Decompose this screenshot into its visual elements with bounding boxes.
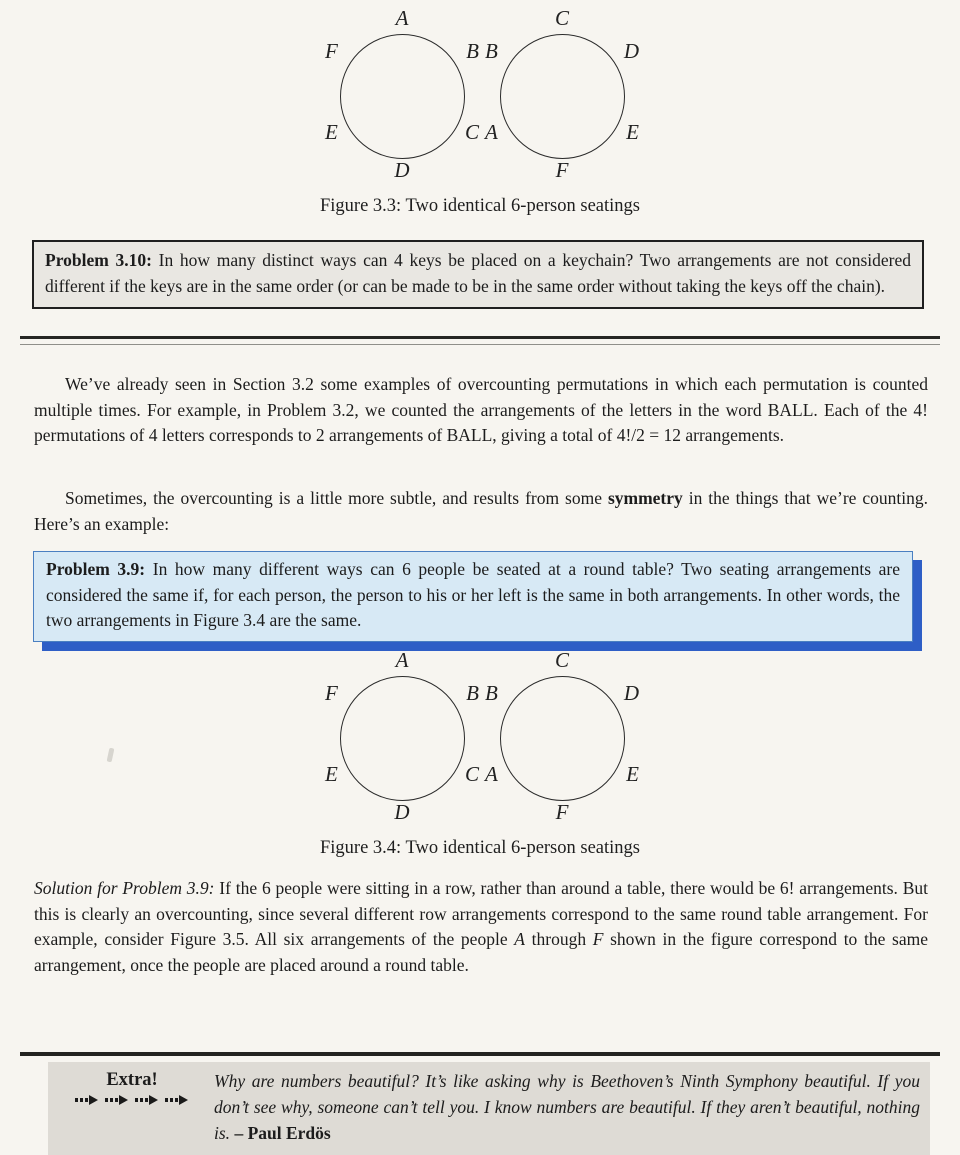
seat-label: B <box>466 39 479 63</box>
solution-lead: Solution for Problem 3.9: <box>34 878 215 898</box>
seat-label: F <box>325 681 338 705</box>
seat-label: F <box>325 39 338 63</box>
seat-label: D <box>623 681 639 705</box>
seat-label: E <box>626 120 639 144</box>
extra-section-rule <box>20 1052 940 1056</box>
seat-label: B <box>466 681 479 705</box>
seating-diagram-3-3-right <box>480 8 644 188</box>
problem-3-9-box <box>33 551 913 642</box>
paragraph-2-text-after: in the things that we’re counting. Here’s an example: <box>34 488 928 534</box>
person-a-variable: A <box>514 929 525 949</box>
seat-label: D <box>394 158 410 182</box>
seat-label: C <box>464 762 479 786</box>
solution-text-3: shown in the figure correspond to the same arrangement, once the people are placed around a round table. <box>34 929 928 975</box>
seat-label: B <box>485 39 498 63</box>
figure-3-3-caption: Figure 3.3: Two identical 6-person seatings <box>319 196 640 216</box>
seat-label: A <box>395 6 409 30</box>
round-table-circle <box>340 676 465 801</box>
seat-label: A <box>395 648 409 672</box>
solution-paragraph <box>34 876 928 978</box>
round-table-circle <box>340 34 465 159</box>
triple-arrow-icon <box>165 1094 189 1106</box>
paragraph-2-text-before: Sometimes, the overcounting is a little more subtle, and results from some <box>65 488 608 508</box>
triple-arrow-icon <box>105 1094 129 1106</box>
person-f-variable: F <box>592 929 604 949</box>
body-paragraph-symmetry <box>34 486 928 537</box>
problem-3-9-label: Problem 3.9: <box>46 559 146 579</box>
seat-label: A <box>485 120 498 144</box>
problem-3-10-label: Problem 3.10: <box>45 250 152 270</box>
quote-attribution: – Paul Erdös <box>234 1123 331 1143</box>
solution-text-2: through <box>524 929 593 949</box>
symmetry-bold-word: symmetry <box>607 488 683 508</box>
seating-diagram-3-4-left <box>320 650 484 830</box>
extra-quote <box>206 1068 920 1146</box>
seat-label: E <box>325 762 338 786</box>
seat-label: C <box>554 648 569 672</box>
extra-arrow-row <box>74 1091 190 1108</box>
divider-thick-line <box>20 336 940 339</box>
scan-smudge <box>107 748 115 763</box>
extra-box <box>48 1062 930 1155</box>
seat-label: A <box>485 762 498 786</box>
section-divider-rule <box>20 336 940 345</box>
triple-arrow-icon <box>135 1094 159 1106</box>
seat-label: E <box>325 120 338 144</box>
seat-label: F <box>555 158 569 182</box>
seat-label: B <box>485 681 498 705</box>
seat-label: C <box>464 120 479 144</box>
seat-label: E <box>626 762 639 786</box>
body-paragraph-overcounting: We’ve already seen in Section 3.2 some examples of overcounting permutations in which each permutation is counted multiple times. For example, in Problem 3.2, we counted the arrangements of the letters in the word BALL. Each of the 4! permutations of 4 letters corresponds to 2 arrangements of BALL, giving a total of 4!/2 = 12 arrangements. <box>34 374 928 445</box>
round-table-circle <box>500 34 625 159</box>
round-table-circle <box>500 676 625 801</box>
divider-thin-line <box>20 344 940 345</box>
seat-label: D <box>623 39 639 63</box>
extra-label-column <box>58 1068 206 1146</box>
seating-diagram-3-4-right <box>480 650 644 830</box>
seating-diagram-3-3-left <box>320 8 484 188</box>
figure-3-4-caption: Figure 3.4: Two identical 6-person seatings <box>319 838 640 858</box>
seat-label: F <box>555 800 569 824</box>
problem-3-10-box <box>32 240 924 309</box>
triple-arrow-icon <box>75 1094 99 1106</box>
problem-3-9-text: In how many different ways can 6 people be seated at a round table? Two seating arrangements are considered the same if, for each person, the person to his or her left is the same in both arrangements. In other words, the two arrangements in Figure 3.4 are the same. <box>46 559 900 630</box>
erdos-quote-text: Why are numbers beautiful? It’s like asking why is Beethoven’s Ninth Symphony beautiful. If you don’t see why, someone can’t tell you. I know numbers are beautiful. If they aren’t beautiful, nothing is. <box>214 1071 920 1143</box>
seat-label: C <box>554 6 569 30</box>
seat-label: D <box>394 800 410 824</box>
solution-text-1: If the 6 people were sitting in a row, rather than around a table, there would be 6! arrangements. But this is clearly an overcounting, since several different row arrangements correspond to the same round table arrangement. For example, consider Figure 3.5. All six arrangements of the people <box>34 878 928 949</box>
extra-label: Extra! <box>106 1070 158 1090</box>
problem-3-10-text: In how many distinct ways can 4 keys be placed on a keychain? Two arrangements are not considered different if the keys are in the same order (or can be made to be in the same order without taking the keys off the chain). <box>45 250 911 296</box>
